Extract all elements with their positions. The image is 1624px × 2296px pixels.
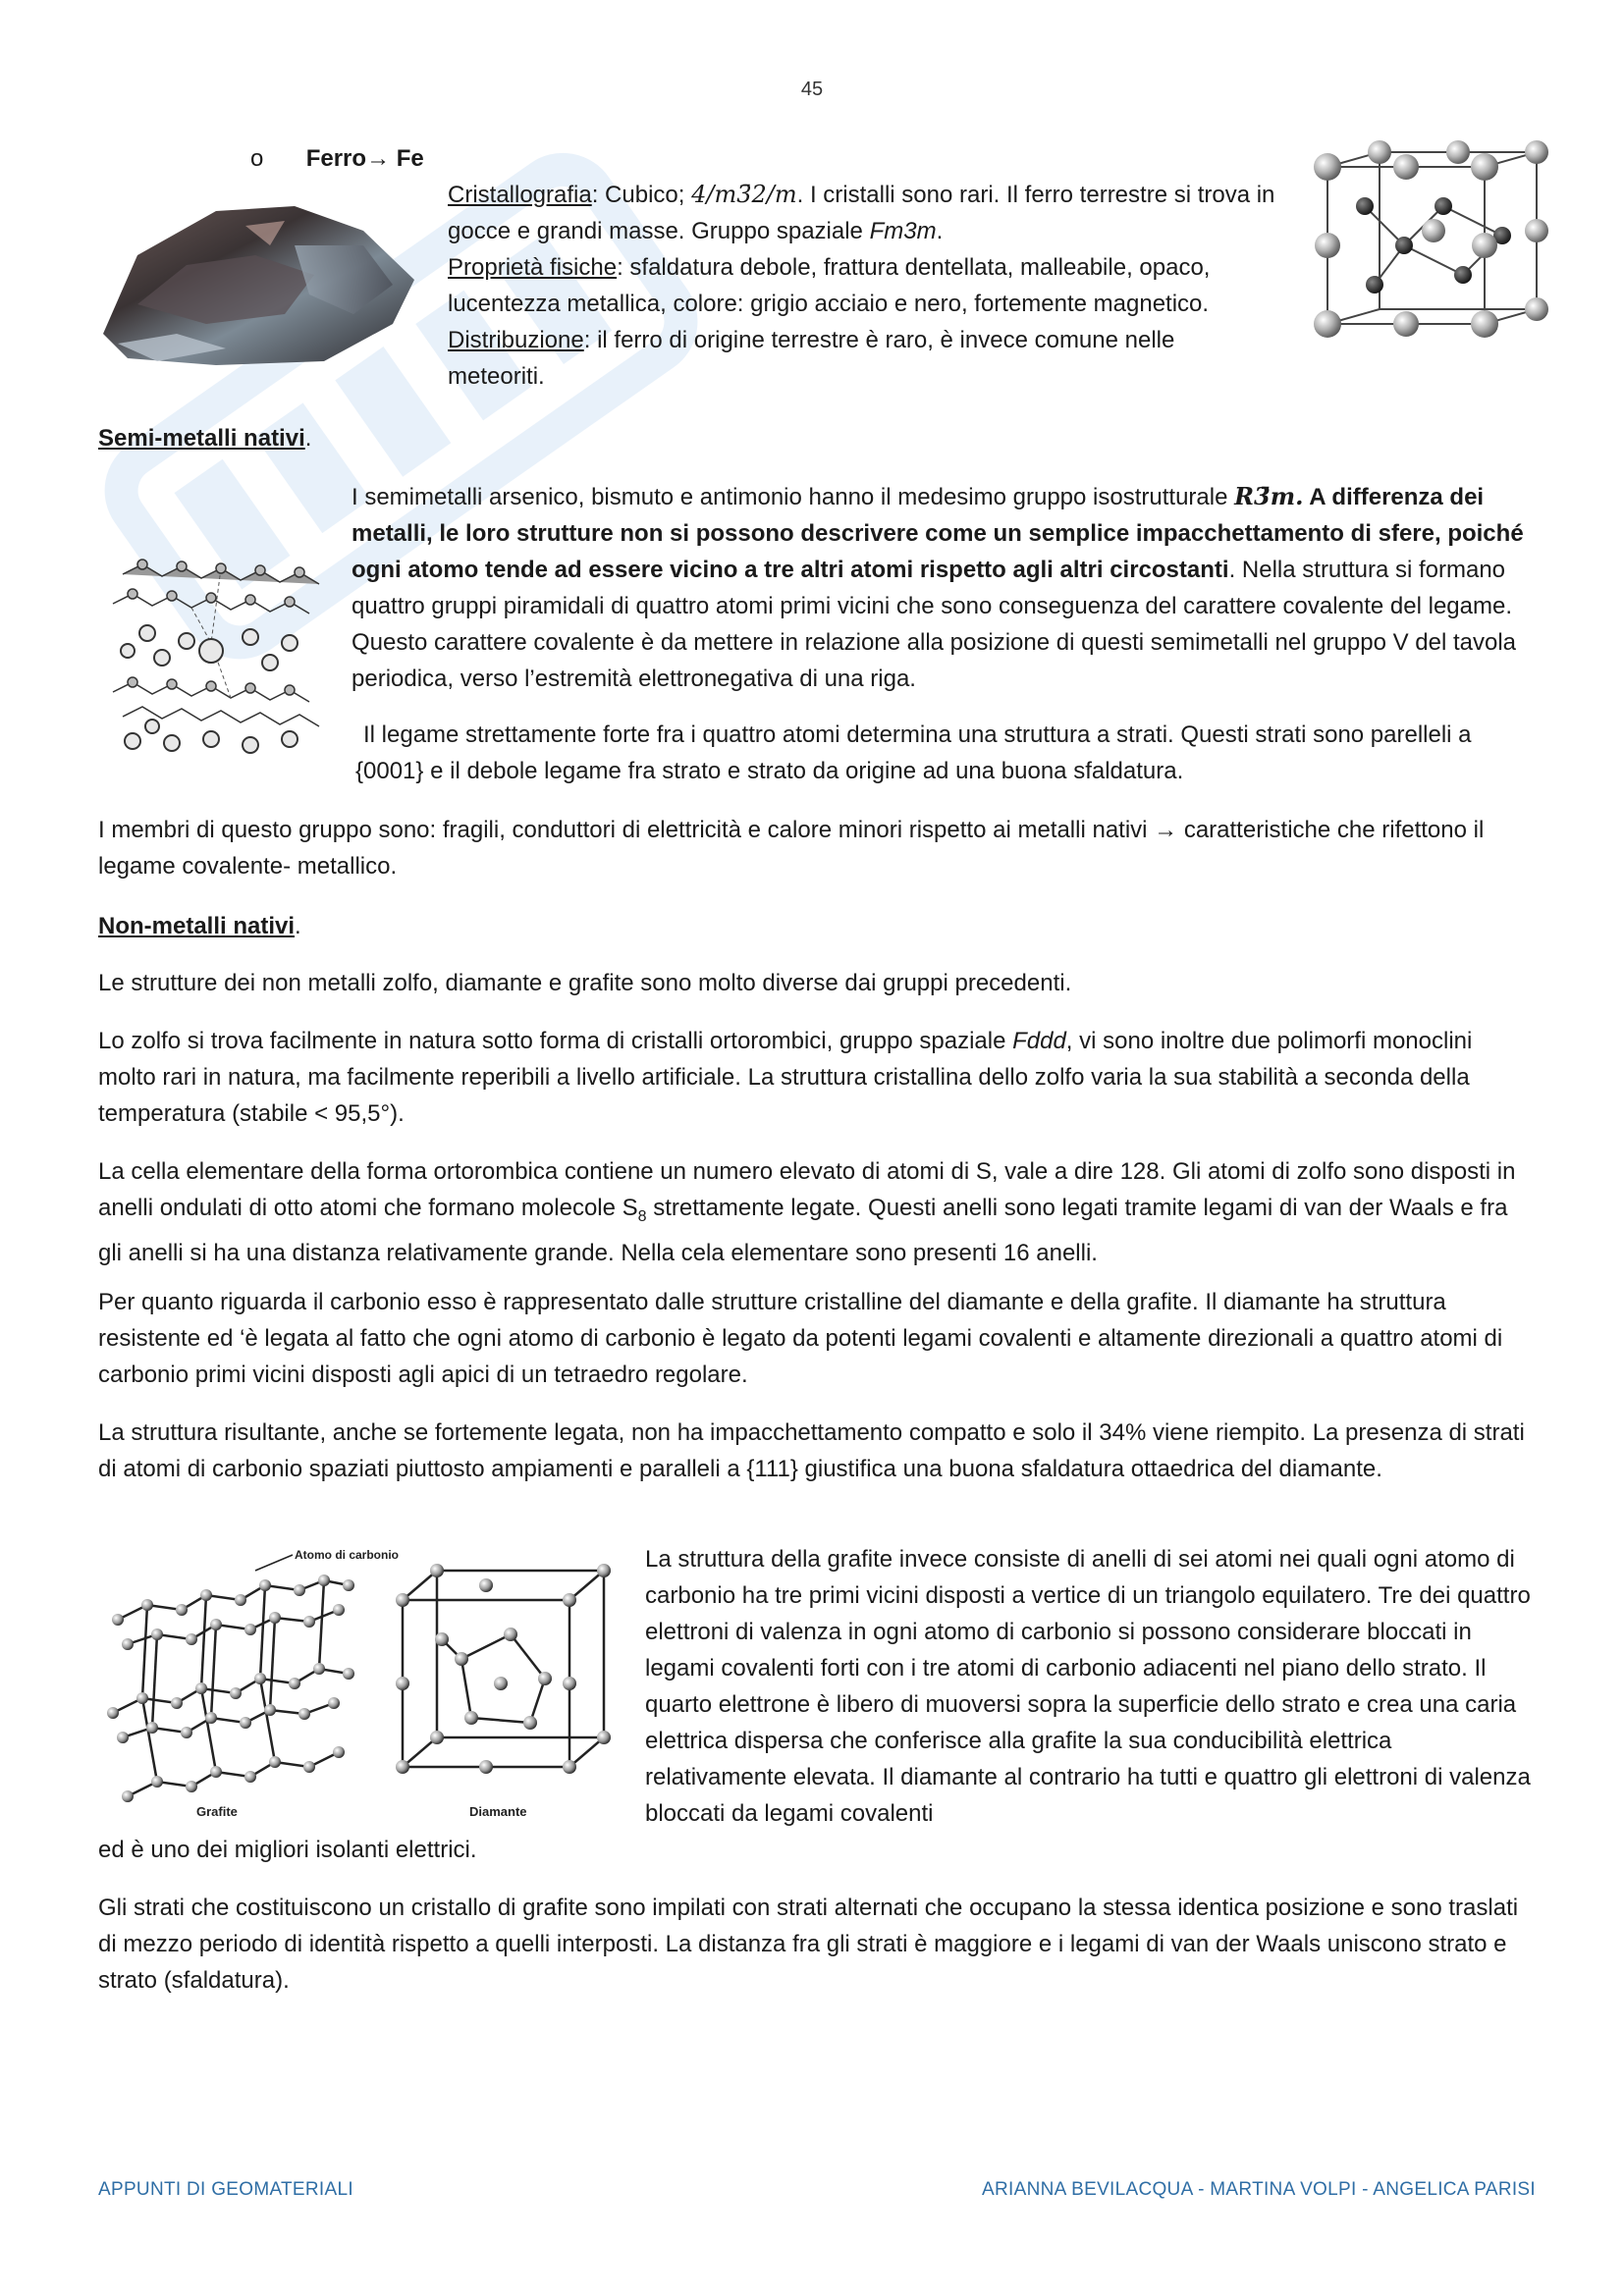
nonmetalli-p6-end-text: ed è uno dei migliori isolanti elettrici. [98, 1837, 477, 1863]
nonmetalli-p5-text: La struttura risultante, anche se fortemente legata, non ha impacchettamento compatto e solo il 34% viene riempito. La presenza di strati di atomi di carbonio spaziati piuttosto ampiamenti e paralleli a {111} giustifica una buona sfaldatura ottaedrica del diamante. [98, 1419, 1525, 1482]
proprieta-label: Proprietà fisiche [448, 254, 618, 281]
nonmetalli-paragraph-4 [98, 1284, 1532, 1393]
atom-label: Atomo di carbonio [295, 1548, 399, 1562]
nonmetalli-p4-text: Per quanto riguarda il carbonio esso è rappresentato dalle strutture cristalline del diamante e della grafite. Il diamante ha struttura resistente ed ‘è legata al fatto che ogni atomo di carbonio è legato da potenti legami covalenti e altamente direzionali a quattro atomi di carbonio primi vicini disposti agli apici di un tetraedro regolare. [98, 1289, 1503, 1388]
heading-period: . [295, 913, 301, 939]
nonmetalli-p7-text: Gli strati che costituiscono un cristallo di grafite sono impilati con strati alternati che occupano la stessa identica posizione e sono traslati di mezzo periodo di identità rispetto a quelli interposti. La distanza fra gli strati è maggiore e i legami di van der Waals uniscono strato e strato (sfaldatura). [98, 1895, 1519, 1994]
semimetalli-heading-text: Semi-metalli nativi [98, 425, 305, 452]
proprieta-paragraph [448, 249, 1277, 322]
diamond-label: Diamante [469, 1804, 527, 1819]
semimetalli-heading [98, 420, 311, 456]
nonmetalli-paragraph-7 [98, 1890, 1532, 1999]
heading-period: . [304, 425, 312, 452]
bullet: o [250, 145, 264, 172]
iron-mineral-photo [98, 187, 422, 373]
p3-part-b: strettamente legate. Questi anelli sono legati tramite legami di van der Waals e fra gli anelli si ha una distanza relativamente grande. Nella cela elementare sono presenti 16 anelli. [98, 1195, 1508, 1266]
nonmetalli-paragraph-6 [645, 1541, 1534, 1832]
nonmetalli-paragraph-6-end [98, 1832, 1532, 1868]
semimetal-structure-diagram [103, 535, 339, 761]
cristallografia-paragraph [448, 177, 1277, 249]
nonmetalli-heading-text: Non-metalli nativi [98, 913, 296, 939]
distribuzione-label: Distribuzione [448, 327, 584, 353]
cristallografia-text: Cubico; [598, 182, 692, 208]
nonmetalli-p1-text: Le strutture dei non metalli zolfo, diamante e grafite sono molto diverse dai gruppi precedenti. [98, 970, 1072, 996]
semimetalli-paragraph-3 [98, 812, 1532, 884]
page-number: 45 [800, 79, 824, 100]
nonmetalli-heading [98, 908, 301, 944]
space-group: Fm3m [869, 218, 937, 244]
distribuzione-text: : il ferro di origine terrestre è raro, è invece comune nelle meteoriti. [448, 327, 1175, 390]
p3-part-a: La cella elementare della forma ortorombica contiene un numero elevato di atomi di S, vale a dire 128. Gli atomi di zolfo sono disposti in anelli ondulati di otto atomi che formano molecole S [98, 1158, 1516, 1221]
p2-part-a: Lo zolfo si trova facilmente in natura sotto forma di cristalli ortorombici, gruppo spaziale [98, 1028, 1013, 1054]
ferro-symbol: Fe [396, 145, 424, 172]
nonmetalli-p6-text: La struttura della grafite invece consiste di anelli di sei atomi nei quali ogni atomo di carbonio ha tre primi vicini disposti a vertice di un triangolo equilatero. Tre dei quattro elettroni di valenza in ogni atomo di carbonio si possono considerare bloccati in legami covalenti forti con i tre atomi di carbonio adiacenti nel piano dello strato. Il quarto elettrone è libero di muoversi sopra la superficie dello strato e crea una caria elettrica dispersa che conferisce alla grafite la sua conducibilità elettrica relativamente elevata. Il diamante al contrario ha tutti e quattro gli elettroni di valenza bloccati da legami covalenti [645, 1546, 1531, 1827]
graphite-label: Grafite [196, 1804, 238, 1819]
semimetalli-p1-rest: . Nella struttura si formano quattro gruppi piramidali di quattro atomi primi vicini che sono conseguenza del carattere covalente del legame. Questo carattere covalente è da mettere in relazione alla posizione di questi semimetalli nel gruppo V del tavola periodica, verso l’estremità elettronegativa di una riga. [352, 557, 1517, 692]
graphite-diamond-diagram [98, 1541, 619, 1826]
ferro-title [250, 140, 424, 177]
iron-crystal-structure-diagram [1306, 137, 1561, 363]
cristallografia-label: Cristallografia [448, 182, 592, 208]
space-group-fddd: Fddd [1012, 1028, 1066, 1054]
footer-right: ARIANNA BEVILACQUA - MARTINA VOLPI - ANGELICA PARISI [982, 2179, 1536, 2200]
nonmetalli-p2-text [98, 1023, 1532, 1132]
nonmetalli-paragraph-1 [98, 965, 1532, 1001]
nonmetalli-paragraph-2 [98, 1023, 1532, 1132]
atom-pointer [255, 1555, 293, 1571]
colon: : [591, 182, 599, 208]
subscript-8: 8 [637, 1207, 647, 1225]
semimetalli-p1-text: I semimetalli arsenico, bismuto e antimonio hanno il medesimo gruppo isostrutturale [352, 484, 1235, 510]
semimetalli-space-group: R3̄m. [1234, 482, 1304, 510]
footer-left: APPUNTI DI GEOMATERIALI [98, 2179, 353, 2200]
ferro-title-label: Ferro [305, 145, 367, 172]
semimetalli-p1-bold: A differenza dei metalli, le loro strutture non si possono descrivere come un semplice impacchettamento di sfere, poiché ogni atomo tende ad essere vicino a tre altri atomi rispetto agli altri circostanti [352, 484, 1524, 583]
nonmetalli-paragraph-5 [98, 1415, 1532, 1487]
period: . [936, 218, 944, 244]
semimetalli-p2-text: Il legame strettamente forte fra i quattro atomi determina una struttura a strati. Questi strati sono parelleli a {0001} e il debole legame fra strato e strato da origine ad una buona sfaldatura. [355, 721, 1472, 784]
ferro-description [448, 177, 1277, 395]
distribuzione-paragraph [448, 322, 1277, 395]
nonmetalli-p3-text [98, 1153, 1532, 1271]
cristallografia-text-b: . I cristalli sono rari. Il ferro terrestre si trova in gocce e grandi masse. Gruppo spaziale [448, 182, 1275, 244]
point-group-formula: 4/m3̄2/m [691, 181, 797, 208]
semimetalli-paragraph-2 [355, 717, 1534, 789]
p2-part-b: , vi sono inoltre due polimorfi monoclini molto rari in natura, ma facilmente reperibili a livello artificiale. La struttura cristallina dello zolfo varia la sua stabilità a seconda della temperatura (stabile < 95,5°). [98, 1028, 1473, 1127]
nonmetalli-paragraph-3 [98, 1153, 1532, 1271]
arrow-icon: → [366, 145, 391, 172]
semimetalli-p3-text: I membri di questo gruppo sono: fragili, conduttori di elettricità e calore minori rispetto ai metalli nativi → caratteristiche che rifettono il legame covalente- metallico. [98, 817, 1485, 880]
proprieta-text: : sfaldatura debole, frattura dentellata, malleabile, opaco, lucentezza metallica, colore: grigio acciaio e nero, fortemente magnetico. [448, 254, 1211, 317]
